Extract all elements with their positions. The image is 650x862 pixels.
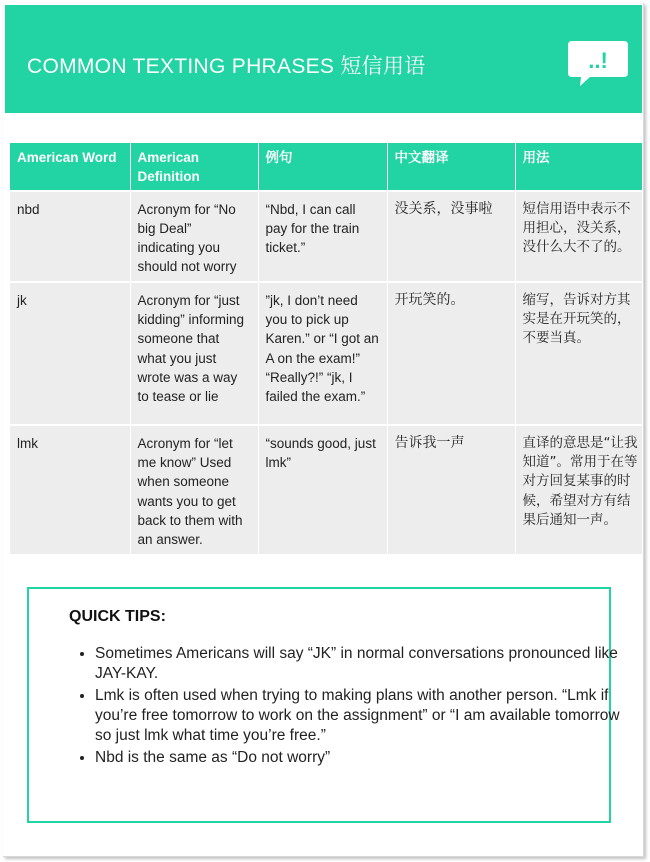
cell-usage: 缩写，告诉对方其实是在开玩笑的，不要当真。	[515, 282, 642, 425]
column-header-american-definition: American Definition	[130, 143, 258, 191]
cell-translation: 没关系，没事啦	[387, 191, 515, 282]
cell-word: lmk	[10, 425, 130, 554]
page-title: COMMON TEXTING PHRASES 短信用语	[27, 55, 426, 78]
quick-tips-box	[27, 587, 620, 823]
speech-bubble-icon	[566, 39, 630, 89]
cell-translation: 告诉我一声	[387, 425, 515, 554]
cell-usage: 短信用语中表示不用担心，没关系，没什么大不了的。	[515, 191, 642, 282]
table-header-row	[10, 143, 642, 191]
cell-translation: 开玩笑的。	[387, 282, 515, 425]
tip-item: • Lmk is often used when trying to making plans with another person. “Lmk if you’re free tomorrow to work on the assignment” or “I am available tomorrow so just lmk what time you’re free.”	[95, 686, 635, 746]
table-row	[10, 191, 642, 282]
cell-word: jk	[10, 282, 130, 425]
phrases-table	[10, 143, 642, 554]
cell-example: “sounds good, just lmk”	[258, 425, 387, 554]
cell-definition: Acronym for “let me know” Used when someone wants you to get back to them with an answer.	[130, 425, 258, 554]
cell-usage: 直译的意思是“让我知道”。常用于在等对方回复某事的时候，希望对方有结果后通知一声。	[515, 425, 642, 554]
cell-example: “Nbd, I can call pay for the train ticket.”	[258, 191, 387, 282]
column-header-example: 例句	[258, 143, 387, 191]
speech-bubble-text: ..!	[588, 48, 608, 73]
cell-definition: Acronym for “No big Deal” indicating you should not worry	[130, 191, 258, 282]
quick-tips-list	[65, 644, 635, 770]
table-row	[10, 282, 642, 425]
cell-example: ”jk, I don’t need you to pick up Karen.” or “I got an A on the exam!” “Really?!” “jk, I failed the exam.”	[258, 282, 387, 425]
header-banner	[5, 5, 642, 113]
quick-tips-title: QUICK TIPS:	[69, 608, 166, 625]
tip-item: • Sometimes Americans will say “JK” in normal conversations pronounced like JAY-KAY.	[95, 644, 635, 684]
tip-item: • Nbd is the same as “Do not worry”	[95, 748, 635, 768]
column-header-american-word: American Word	[10, 143, 130, 191]
table-row	[10, 425, 642, 554]
column-header-usage: 用法	[515, 143, 642, 191]
cell-word: nbd	[10, 191, 130, 282]
column-header-chinese-translation: 中文翻译	[387, 143, 515, 191]
cell-definition: Acronym for “just kidding” informing someone that what you just wrote was a way to tease or lie	[130, 282, 258, 425]
